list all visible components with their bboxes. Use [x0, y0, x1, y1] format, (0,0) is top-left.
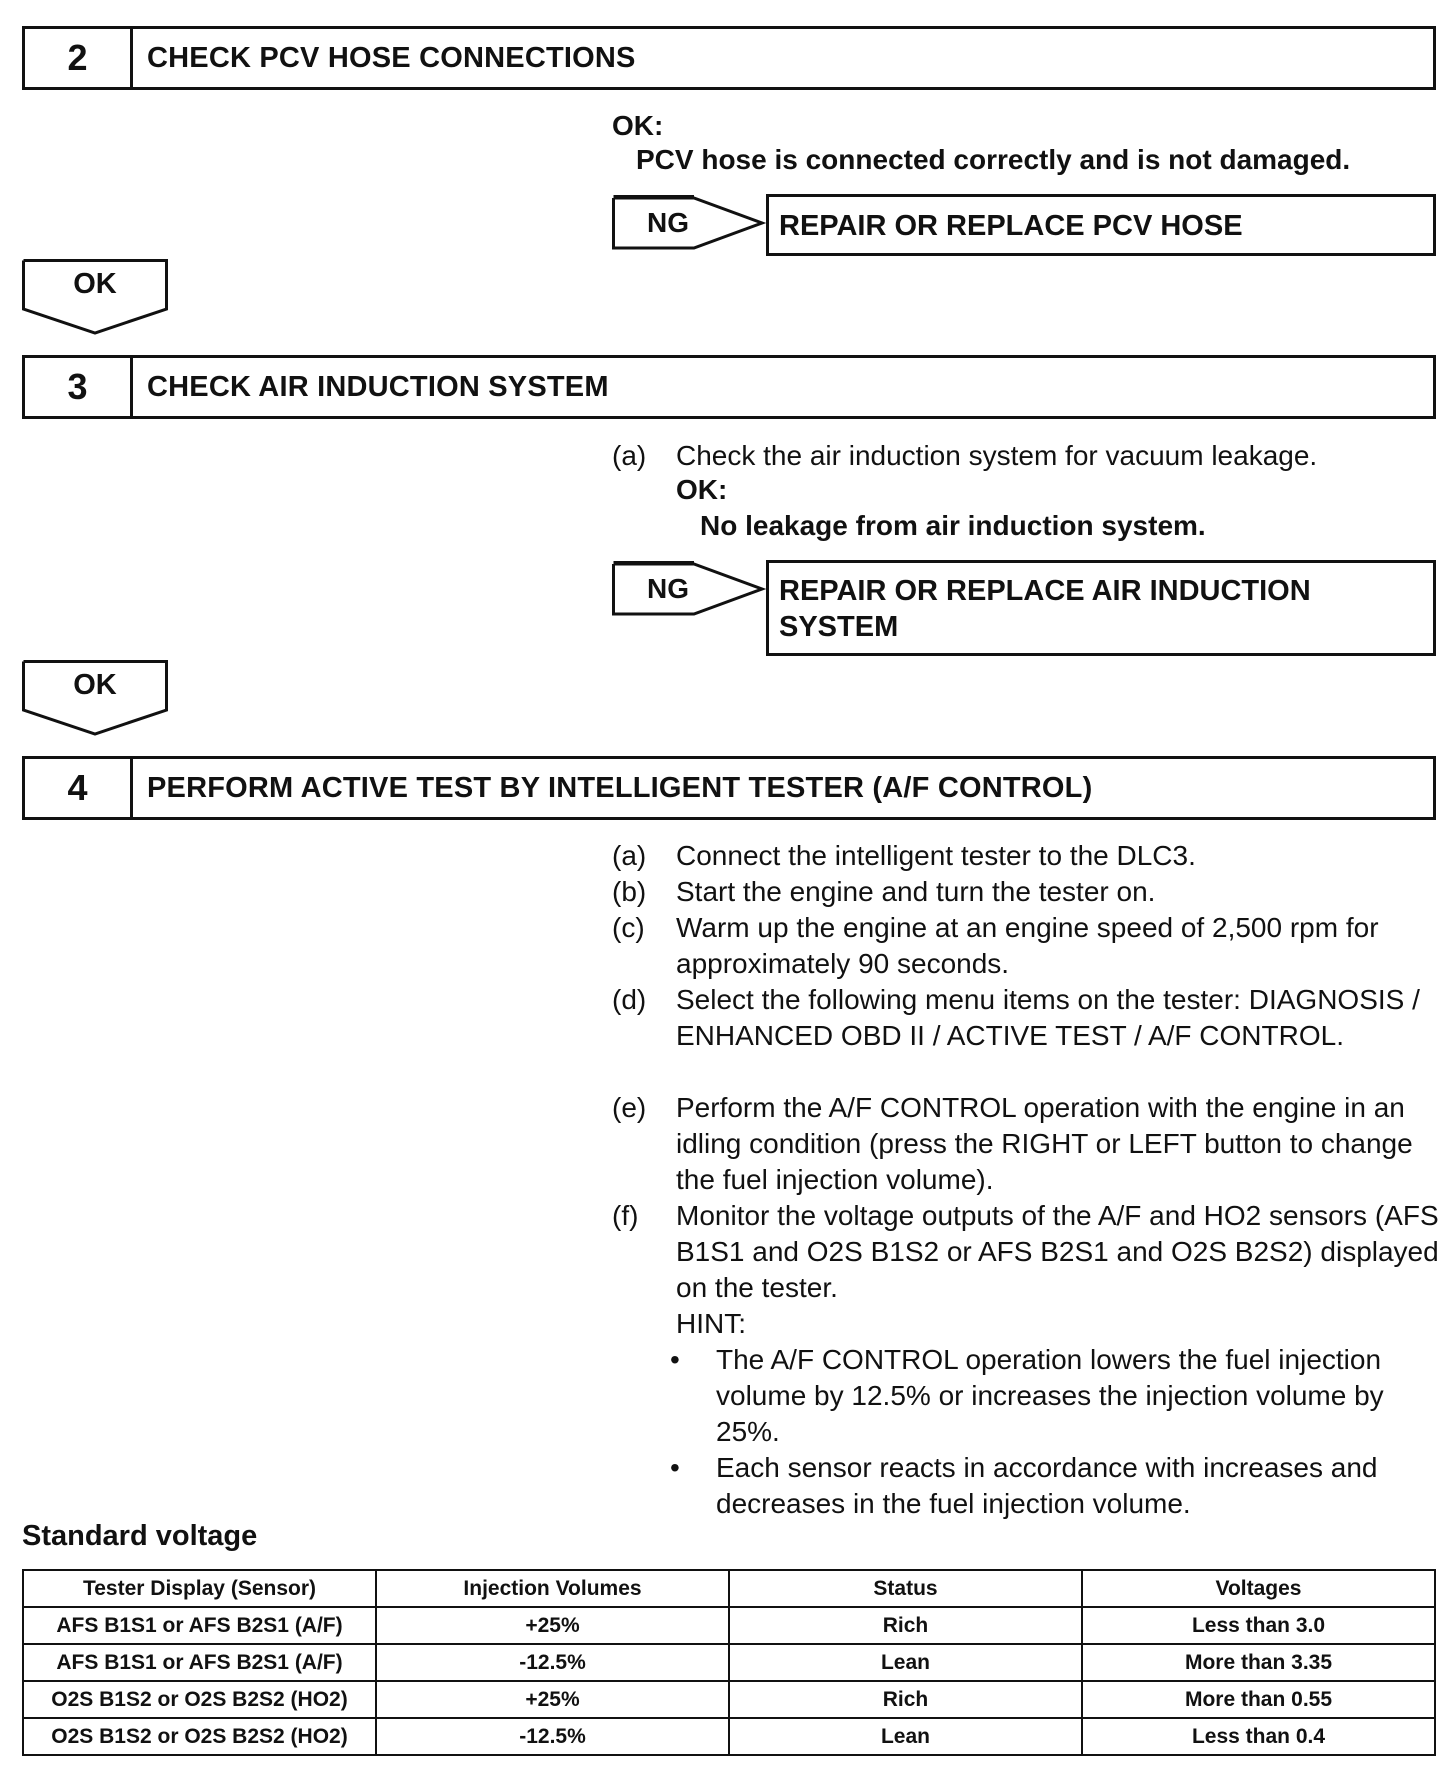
item-marker: (a) — [612, 440, 647, 471]
ng-arrow — [612, 194, 766, 252]
table-cell: AFS B1S1 or AFS B2S1 (A/F) — [23, 1607, 376, 1644]
ng-action-box: REPAIR OR REPLACE PCV HOSE — [766, 194, 1436, 256]
ng-label: NG — [647, 207, 689, 238]
item-marker: (d) — [612, 984, 647, 1015]
item-text: Perform the A/F CONTROL operation with the engine in an idling condition (press the RIGHT or LEFT button to change the fuel injection volume). — [676, 1092, 1413, 1195]
hint-label: HINT: — [676, 1308, 746, 1339]
ng-action-box: REPAIR OR REPLACE AIR INDUCTION SYSTEM — [766, 560, 1436, 656]
table-row — [23, 1607, 1435, 1644]
table-cell: -12.5% — [376, 1644, 729, 1681]
table-row — [23, 1681, 1435, 1718]
item-text: Start the engine and turn the tester on. — [676, 876, 1156, 907]
item-marker: (c) — [612, 912, 645, 943]
hint-text: The A/F CONTROL operation lowers the fuel injection volume by 12.5% or increases the injection volume by 25%. — [716, 1344, 1384, 1447]
ok-arrow-label: OK — [73, 267, 117, 300]
step-number: 3 — [25, 358, 133, 416]
table-cell: AFS B1S1 or AFS B2S1 (A/F) — [23, 1644, 376, 1681]
table-cell: -12.5% — [376, 1718, 729, 1755]
item-text: Select the following menu items on the tester: DIAGNOSIS / ENHANCED OBD II / ACTIVE TEST / A/F CONTROL. — [676, 984, 1420, 1051]
table-cell: Rich — [729, 1607, 1082, 1644]
column-header: Status — [729, 1570, 1082, 1607]
table-row — [23, 1644, 1435, 1681]
ok-label: OK: — [612, 110, 664, 141]
step-4-header — [22, 756, 1436, 820]
hint-text: Each sensor reacts in accordance with increases and decreases in the fuel injection volume. — [716, 1452, 1378, 1519]
item-text: Connect the intelligent tester to the DLC3. — [676, 840, 1196, 871]
ng-label: NG — [647, 573, 689, 604]
ok-label: OK: — [676, 474, 728, 505]
item-marker: (e) — [612, 1092, 647, 1123]
item-marker: (b) — [612, 876, 647, 907]
table-cell: Less than 3.0 — [1082, 1607, 1435, 1644]
bullet-icon: • — [670, 1452, 680, 1483]
ok-condition: No leakage from air induction system. — [700, 510, 1206, 541]
step-number: 4 — [25, 759, 133, 817]
ok-condition: PCV hose is connected correctly and is not damaged. — [636, 144, 1351, 175]
step-title: CHECK PCV HOSE CONNECTIONS — [147, 41, 636, 74]
item-marker: (f) — [612, 1200, 639, 1231]
item-marker: (a) — [612, 840, 647, 871]
step-number: 2 — [25, 29, 133, 87]
table-title: Standard voltage — [22, 1520, 258, 1552]
table-cell: +25% — [376, 1681, 729, 1718]
ng-arrow — [612, 560, 766, 618]
item-text: Check the air induction system for vacuum leakage. — [676, 440, 1318, 471]
column-header: Tester Display (Sensor) — [23, 1570, 376, 1607]
table-cell: O2S B1S2 or O2S B2S2 (HO2) — [23, 1681, 376, 1718]
step-title: CHECK AIR INDUCTION SYSTEM — [147, 370, 609, 403]
column-header: Voltages — [1082, 1570, 1435, 1607]
step-3-header — [22, 355, 1436, 419]
step-2-header — [22, 26, 1436, 90]
table-cell: O2S B1S2 or O2S B2S2 (HO2) — [23, 1718, 376, 1755]
table-cell: Rich — [729, 1681, 1082, 1718]
ok-arrow — [22, 660, 168, 736]
ok-arrow-label: OK — [73, 668, 117, 701]
standard-voltage-table — [22, 1569, 1436, 1756]
table-cell: Less than 0.4 — [1082, 1718, 1435, 1755]
table-cell: More than 0.55 — [1082, 1681, 1435, 1718]
item-text: Monitor the voltage outputs of the A/F and HO2 sensors (AFS B1S1 and O2S B1S2 or AFS B2S1 and O2S B2S2) displayed on the tester. — [676, 1200, 1439, 1303]
item-text: Warm up the engine at an engine speed of 2,500 rpm for approximately 90 seconds. — [676, 912, 1379, 979]
table-cell: Lean — [729, 1718, 1082, 1755]
table-cell: Lean — [729, 1644, 1082, 1681]
step-title: PERFORM ACTIVE TEST BY INTELLIGENT TESTER (A/F CONTROL) — [147, 771, 1093, 804]
ok-arrow — [22, 259, 168, 335]
table-header-row — [23, 1570, 1435, 1607]
table-cell: +25% — [376, 1607, 729, 1644]
bullet-icon: • — [670, 1344, 680, 1375]
column-header: Injection Volumes — [376, 1570, 729, 1607]
table-cell: More than 3.35 — [1082, 1644, 1435, 1681]
table-row — [23, 1718, 1435, 1755]
